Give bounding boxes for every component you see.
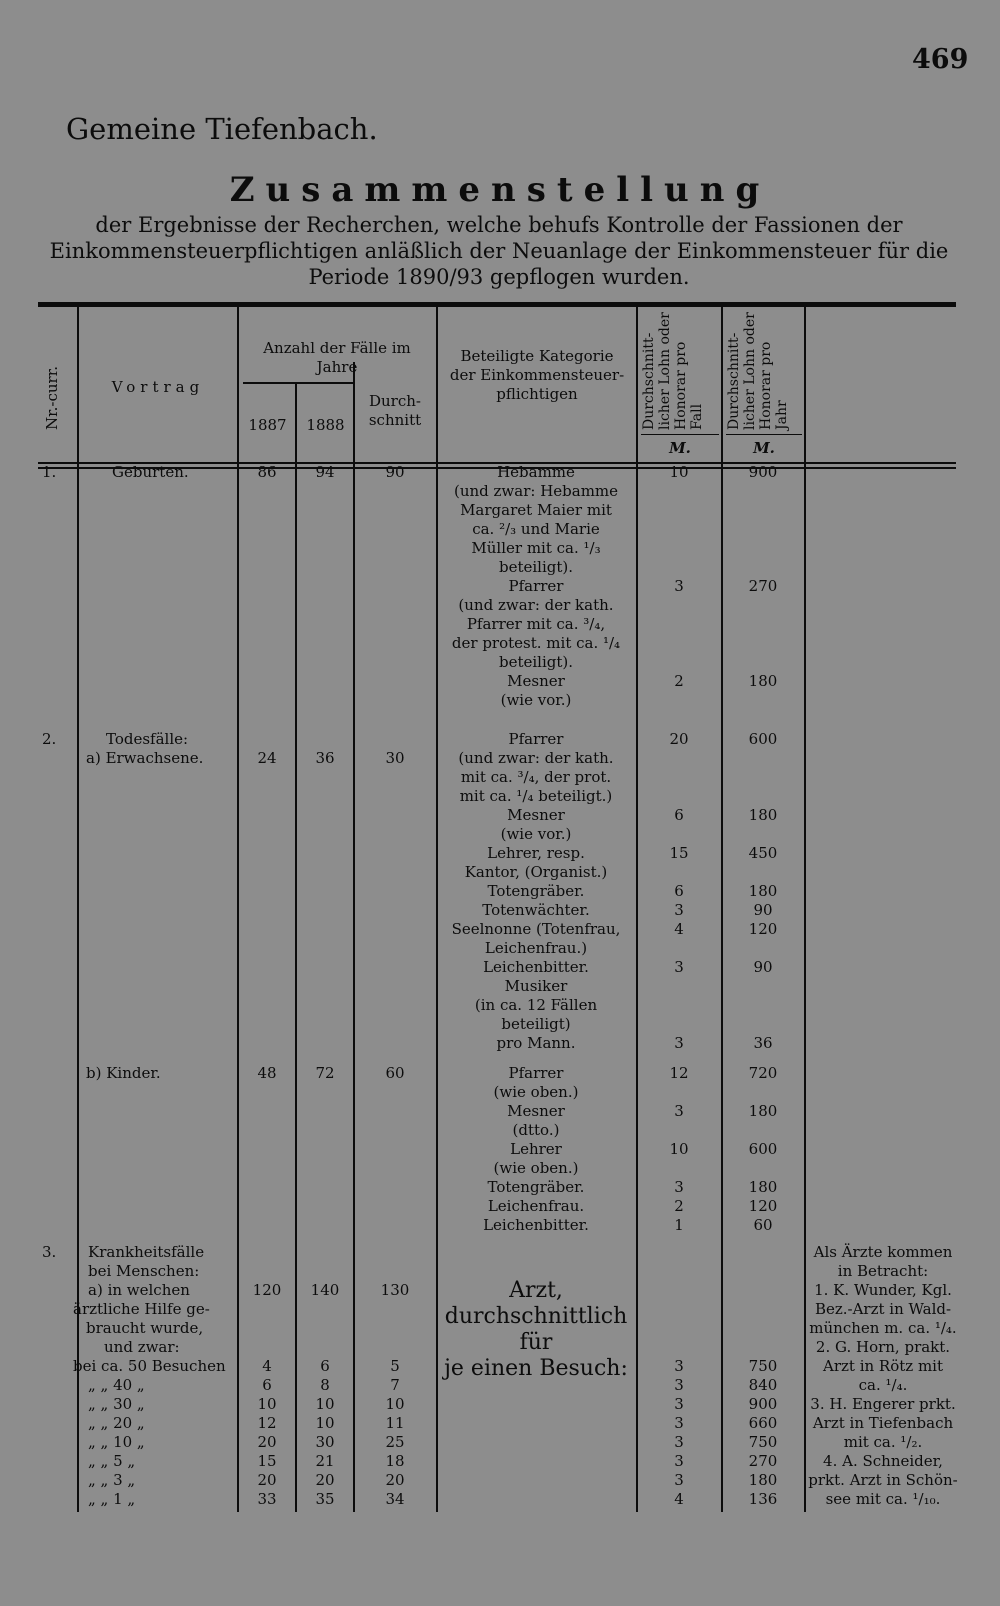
count-1888: 8 <box>320 1376 330 1394</box>
col-divider <box>295 383 297 1512</box>
anzahl-subrule <box>243 382 353 384</box>
physicians-note: Bez.-Arzt in Wald- <box>814 1300 952 1318</box>
category-cell: Mesner <box>507 806 565 824</box>
header-lohn-fall: Durchschnitt-licher Lohn oder Honorar pro Fall <box>641 312 705 430</box>
wage-per-year: 450 <box>748 844 778 862</box>
count-1888: 94 <box>315 463 335 481</box>
count-1888: 20 <box>315 1471 335 1489</box>
category-cell: Pfarrer <box>508 730 564 748</box>
wage-per-year: 750 <box>748 1433 778 1451</box>
count-1887: 12 <box>257 1414 277 1432</box>
count-1888: 10 <box>315 1395 335 1413</box>
count-1888: 36 <box>315 749 335 767</box>
count-average: 60 <box>385 1064 405 1082</box>
wage-per-year: 36 <box>753 1034 773 1052</box>
category-cell: Pfarrer mit ca. ³/₄, <box>466 615 606 633</box>
wage-per-year: 720 <box>748 1064 778 1082</box>
table-top-rule <box>38 302 956 307</box>
category-cell: Müller mit ca. ¹/₃ <box>471 539 601 557</box>
count-1887: 10 <box>257 1395 277 1413</box>
count-average: 30 <box>385 749 405 767</box>
count-1888: 21 <box>315 1452 335 1470</box>
category-cell: (und zwar: Hebamme <box>453 482 619 500</box>
wage-per-year: 180 <box>748 1178 778 1196</box>
category-cell: (wie vor.) <box>500 691 572 709</box>
document-title: Zusammenstellung <box>229 170 771 210</box>
count-1887: 120 <box>252 1281 282 1299</box>
vortrag-cell: „ „ 40 „ <box>88 1376 145 1394</box>
physicians-note: prkt. Arzt in Schön- <box>808 1471 958 1489</box>
physicians-note: Als Ärzte kommen <box>813 1243 953 1261</box>
count-average: 11 <box>385 1414 405 1432</box>
category-cell: beteiligt). <box>498 653 574 671</box>
arzt-note-line: Arzt, <box>509 1278 563 1303</box>
category-cell: ca. ²/₃ und Marie <box>472 520 600 538</box>
vortrag-cell: Geburten. <box>112 463 189 481</box>
wage-per-year: 180 <box>748 672 778 690</box>
wage-per-year: 900 <box>748 1395 778 1413</box>
count-average: 34 <box>385 1490 405 1508</box>
header-1887: 1887 <box>248 416 287 434</box>
vortrag-cell: und zwar: <box>104 1338 180 1356</box>
category-cell: Pfarrer <box>508 1064 564 1082</box>
vortrag-cell: bei Menschen: <box>88 1262 200 1280</box>
wage-per-year: 180 <box>748 806 778 824</box>
category-cell: (wie oben.) <box>493 1159 579 1177</box>
wage-per-year: 900 <box>748 463 778 481</box>
category-cell: Seelnonne (Totenfrau, <box>451 920 621 938</box>
header-lohn-jahr: Durchschnitt-licher Lohn oder Honorar pro Jahr <box>726 312 790 430</box>
category-cell: beteiligt). <box>498 558 574 576</box>
vortrag-cell: „ „ 5 „ <box>88 1452 136 1470</box>
wage-per-year: 90 <box>753 958 773 976</box>
page-number: 469 <box>912 44 969 75</box>
unit-rule <box>726 434 802 435</box>
unit-rule <box>641 434 719 435</box>
vortrag-cell: Todesfälle: <box>106 730 189 748</box>
arzt-note-line: je einen Besuch: <box>444 1356 628 1381</box>
wage-per-year: 750 <box>748 1357 778 1375</box>
physicians-note: 3. H. Engerer prkt. <box>810 1395 956 1413</box>
unit-label-jahr: M. <box>753 439 775 457</box>
category-cell: (und zwar: der kath. <box>458 749 614 767</box>
category-cell: Kantor, (Organist.) <box>464 863 608 881</box>
wage-per-year: 840 <box>748 1376 778 1394</box>
wage-per-case: 12 <box>669 1064 689 1082</box>
wage-per-year: 180 <box>748 1471 778 1489</box>
count-1888: 10 <box>315 1414 335 1432</box>
wage-per-year: 600 <box>748 1140 778 1158</box>
wage-per-case: 15 <box>669 844 689 862</box>
wage-per-year: 136 <box>748 1490 778 1508</box>
wage-per-case: 20 <box>669 730 689 748</box>
physicians-note: Arzt in Tiefenbach <box>812 1414 954 1432</box>
vortrag-cell: „ „ 10 „ <box>88 1433 145 1451</box>
vortrag-cell: bei ca. 50 Besuchen <box>73 1357 226 1375</box>
category-cell: Leichenbitter. <box>483 958 589 976</box>
wage-per-case: 3 <box>674 1433 684 1451</box>
count-average: 18 <box>385 1452 405 1470</box>
category-cell: Leichenfrau. <box>487 1197 585 1215</box>
category-cell: Leichenbitter. <box>483 1216 589 1234</box>
physicians-note: 4. A. Schneider, <box>823 1452 943 1470</box>
count-1887: 24 <box>257 749 277 767</box>
category-cell: beteiligt) <box>501 1015 571 1033</box>
physicians-note: ca. ¹/₄. <box>858 1376 908 1394</box>
category-cell: (in ca. 12 Fällen <box>474 996 598 1014</box>
wage-per-case: 3 <box>674 1414 684 1432</box>
physicians-note: münchen m. ca. ¹/₄. <box>809 1319 957 1337</box>
count-1887: 6 <box>262 1376 272 1394</box>
category-cell: Totengräber. <box>487 1178 585 1196</box>
header-vortrag: Vortrag <box>111 378 205 396</box>
wage-per-year: 120 <box>748 1197 778 1215</box>
category-cell: Mesner <box>507 672 565 690</box>
category-cell: der protest. mit ca. ¹/₄ <box>451 634 621 652</box>
category-cell: Totenwächter. <box>482 901 590 919</box>
header-nr: Nr.-curr. <box>43 365 61 430</box>
col-divider <box>237 307 239 1512</box>
category-cell: Totengräber. <box>487 882 585 900</box>
row-number: 3. <box>42 1243 57 1261</box>
wage-per-case: 1 <box>674 1216 684 1234</box>
col-divider <box>804 307 806 1512</box>
vortrag-cell: b) Kinder. <box>86 1064 161 1082</box>
count-1888: 140 <box>310 1281 340 1299</box>
category-cell: (wie oben.) <box>493 1083 579 1101</box>
count-1888: 30 <box>315 1433 335 1451</box>
physicians-note: in Betracht: <box>837 1262 929 1280</box>
wage-per-year: 660 <box>748 1414 778 1432</box>
count-1887: 15 <box>257 1452 277 1470</box>
wage-per-year: 600 <box>748 730 778 748</box>
header-kategorie: Beteiligte Kategorie der Einkommensteuer-pflichtigen <box>449 347 625 403</box>
physicians-note: 2. G. Horn, prakt. <box>815 1338 951 1356</box>
row-number: 2. <box>42 730 57 748</box>
category-cell: (dtto.) <box>512 1121 560 1139</box>
wage-per-year: 90 <box>753 901 773 919</box>
count-average: 10 <box>385 1395 405 1413</box>
wage-per-case: 2 <box>674 1197 684 1215</box>
row-number: 1. <box>42 463 57 481</box>
unit-label-fall: M. <box>669 439 691 457</box>
count-average: 130 <box>380 1281 410 1299</box>
count-1887: 20 <box>257 1433 277 1451</box>
count-1888: 6 <box>320 1357 330 1375</box>
count-1887: 20 <box>257 1471 277 1489</box>
vortrag-cell: Krankheitsfälle <box>88 1243 205 1261</box>
header-1888: 1888 <box>306 416 345 434</box>
category-cell: pro Mann. <box>496 1034 576 1052</box>
count-1887: 48 <box>257 1064 277 1082</box>
count-1888: 72 <box>315 1064 335 1082</box>
wage-per-case: 3 <box>674 1376 684 1394</box>
wage-per-year: 270 <box>748 577 778 595</box>
wage-per-case: 3 <box>674 1102 684 1120</box>
category-cell: mit ca. ³/₄, der prot. <box>460 768 612 786</box>
count-average: 20 <box>385 1471 405 1489</box>
wage-per-case: 3 <box>674 958 684 976</box>
category-cell: mit ca. ¹/₄ beteiligt.) <box>459 787 613 805</box>
col-divider <box>77 307 79 1512</box>
category-cell: (und zwar: der kath. <box>458 596 614 614</box>
category-cell: Leichenfrau.) <box>484 939 588 957</box>
category-cell: Pfarrer <box>508 577 564 595</box>
wage-per-case: 3 <box>674 1452 684 1470</box>
arzt-note <box>438 1278 634 1382</box>
physicians-note: Arzt in Rötz mit <box>823 1357 943 1375</box>
count-average: 90 <box>385 463 405 481</box>
count-average: 7 <box>390 1376 400 1394</box>
document-subtitle: der Ergebnisse der Recherchen, welche behufs Kontrolle der Fassionen der Einkommensteuerpflichtigen anläßlich der Neuanlage der Einkommensteuer für die Periode 1890/93 gepflogen wurden. <box>49 213 949 289</box>
vortrag-cell: „ „ 30 „ <box>88 1395 145 1413</box>
wage-per-year: 180 <box>748 882 778 900</box>
vortrag-cell: „ „ 20 „ <box>88 1414 145 1432</box>
vortrag-cell: ärztliche Hilfe ge- <box>73 1300 210 1318</box>
wage-per-case: 3 <box>674 901 684 919</box>
wage-per-case: 6 <box>674 882 684 900</box>
vortrag-cell: „ „ 3 „ <box>88 1471 136 1489</box>
wage-per-case: 4 <box>674 920 684 938</box>
category-cell: Mesner <box>507 1102 565 1120</box>
count-average: 5 <box>390 1357 400 1375</box>
count-1887: 4 <box>262 1357 272 1375</box>
wage-per-year: 270 <box>748 1452 778 1470</box>
wage-per-case: 6 <box>674 806 684 824</box>
wage-per-case: 10 <box>669 1140 689 1158</box>
physicians-note: see mit ca. ¹/₁₀. <box>825 1490 941 1508</box>
wage-per-case: 3 <box>674 577 684 595</box>
wage-per-case: 10 <box>669 463 689 481</box>
count-1888: 35 <box>315 1490 335 1508</box>
wage-per-case: 3 <box>674 1471 684 1489</box>
category-cell: Margaret Maier mit <box>460 501 612 519</box>
commune-heading: Gemeine Tiefenbach. <box>66 112 378 146</box>
wage-per-year: 180 <box>748 1102 778 1120</box>
category-cell: Lehrer <box>510 1140 562 1158</box>
wage-per-year: 120 <box>748 920 778 938</box>
count-average: 25 <box>385 1433 405 1451</box>
category-cell: Hebamme <box>497 463 575 481</box>
wage-per-case: 3 <box>674 1178 684 1196</box>
vortrag-cell: braucht wurde, <box>86 1319 204 1337</box>
count-1887: 86 <box>257 463 277 481</box>
wage-per-case: 4 <box>674 1490 684 1508</box>
wage-per-case: 2 <box>674 672 684 690</box>
category-cell: Musiker <box>504 977 568 995</box>
wage-per-case: 3 <box>674 1395 684 1413</box>
vortrag-cell: „ „ 1 „ <box>88 1490 136 1508</box>
arzt-note-line: durchschnittlich für <box>444 1304 628 1355</box>
col-divider <box>353 362 355 1512</box>
vortrag-cell: a) Erwachsene. <box>86 749 204 767</box>
vortrag-cell: a) in welchen <box>88 1281 190 1299</box>
wage-per-year: 60 <box>753 1216 773 1234</box>
physicians-note: 1. K. Wunder, Kgl. <box>814 1281 952 1299</box>
wage-per-case: 3 <box>674 1034 684 1052</box>
header-anzahl: Anzahl der Fälle im Jahre <box>263 339 411 376</box>
category-cell: Lehrer, resp. <box>487 844 585 862</box>
physicians-note: mit ca. ¹/₂. <box>843 1433 923 1451</box>
header-durchschnitt: Durch-schnitt <box>368 392 422 429</box>
count-1887: 33 <box>257 1490 277 1508</box>
category-cell: (wie vor.) <box>500 825 572 843</box>
wage-per-case: 3 <box>674 1357 684 1375</box>
